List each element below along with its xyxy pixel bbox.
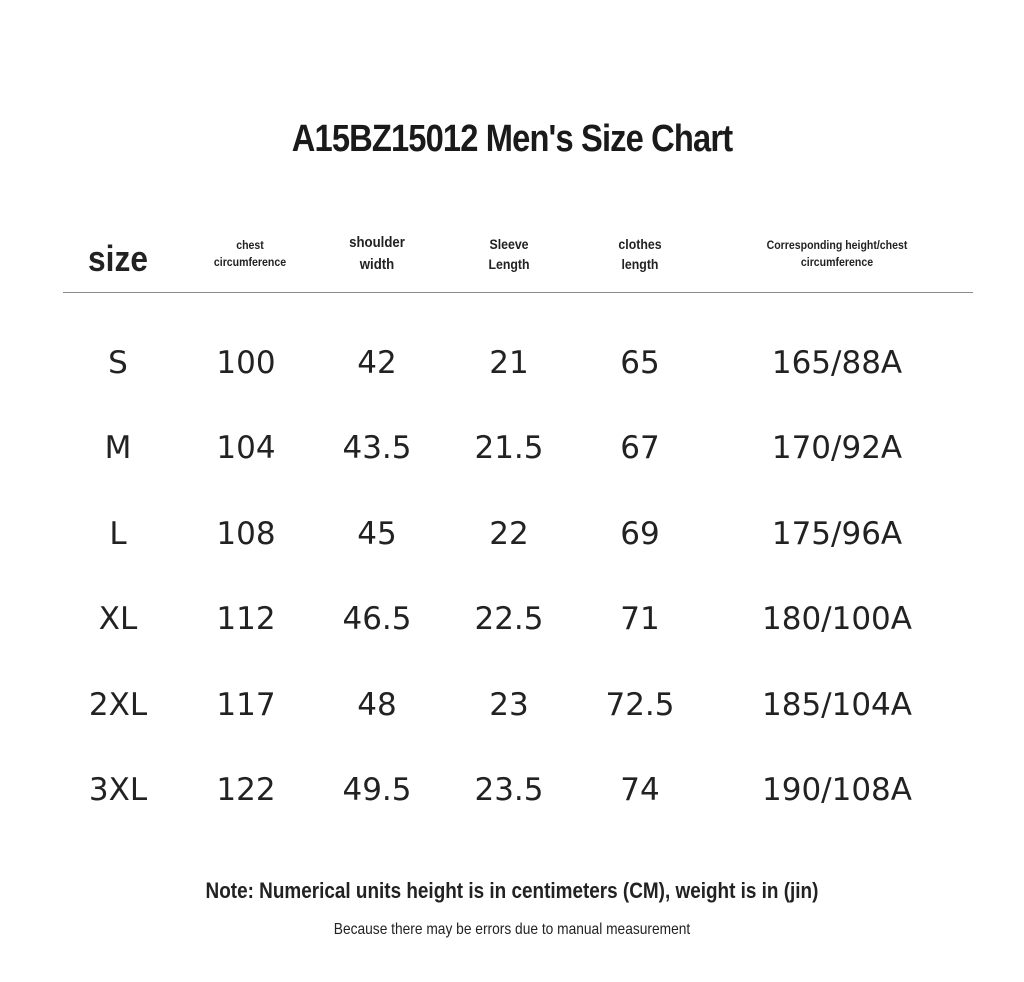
cell-chest: 104 (216, 430, 276, 466)
table-row (0, 428, 1024, 468)
cell-chest: 122 (216, 772, 276, 808)
cell-clothes-length: 67 (620, 430, 660, 466)
cell-height-chest: 175/96A (771, 516, 903, 552)
cell-sleeve: 21.5 (474, 430, 544, 466)
cell-sleeve: 23 (489, 687, 529, 723)
table-row (0, 770, 1024, 810)
cell-size: S (108, 345, 128, 381)
cell-sleeve: 22.5 (474, 601, 544, 637)
cell-size: M (104, 430, 132, 466)
cell-shoulder: 48 (357, 687, 397, 723)
table-row (0, 514, 1024, 554)
cell-clothes-length: 71 (620, 601, 660, 637)
header-chest-circumference: chest circumference (213, 237, 287, 269)
cell-chest: 112 (216, 601, 276, 637)
cell-size: 2XL (88, 687, 148, 723)
cell-size: L (109, 516, 127, 552)
cell-chest: 117 (216, 687, 276, 723)
cell-height-chest: 165/88A (771, 345, 903, 381)
cell-shoulder: 49.5 (342, 772, 412, 808)
header-sleeve-length: Sleeve Length (488, 235, 530, 272)
table-row (0, 343, 1024, 383)
cell-sleeve: 21 (489, 345, 529, 381)
cell-sleeve: 22 (489, 516, 529, 552)
cell-shoulder: 45 (357, 516, 397, 552)
cell-clothes-length: 72.5 (605, 687, 675, 723)
cell-chest: 108 (216, 516, 276, 552)
measurement-units-note: Note: Numerical units height is in centimeters (CM), weight is in (jin) (205, 878, 819, 903)
cell-clothes-length: 74 (620, 772, 660, 808)
cell-sleeve: 23.5 (474, 772, 544, 808)
table-row (0, 599, 1024, 639)
cell-shoulder: 43.5 (342, 430, 412, 466)
cell-height-chest: 185/104A (762, 687, 912, 723)
cell-height-chest: 170/92A (771, 430, 903, 466)
header-size: size (88, 238, 148, 279)
cell-shoulder: 42 (357, 345, 397, 381)
table-row (0, 685, 1024, 725)
cell-height-chest: 190/108A (762, 772, 912, 808)
cell-size: XL (98, 601, 138, 637)
header-clothes-length: clothes length (618, 235, 662, 272)
cell-size: 3XL (88, 772, 148, 808)
page-title: A15BZ15012 Men's Size Chart (291, 118, 733, 160)
cell-height-chest: 180/100A (762, 601, 912, 637)
cell-clothes-length: 65 (620, 345, 660, 381)
cell-shoulder: 46.5 (342, 601, 412, 637)
measurement-error-note: Because there may be errors due to manual measurement (333, 921, 691, 938)
header-divider (63, 292, 973, 293)
header-height-chest: Corresponding height/chest circumference (766, 237, 908, 269)
cell-chest: 100 (216, 345, 276, 381)
header-shoulder-width: shoulder width (349, 234, 405, 273)
cell-clothes-length: 69 (620, 516, 660, 552)
